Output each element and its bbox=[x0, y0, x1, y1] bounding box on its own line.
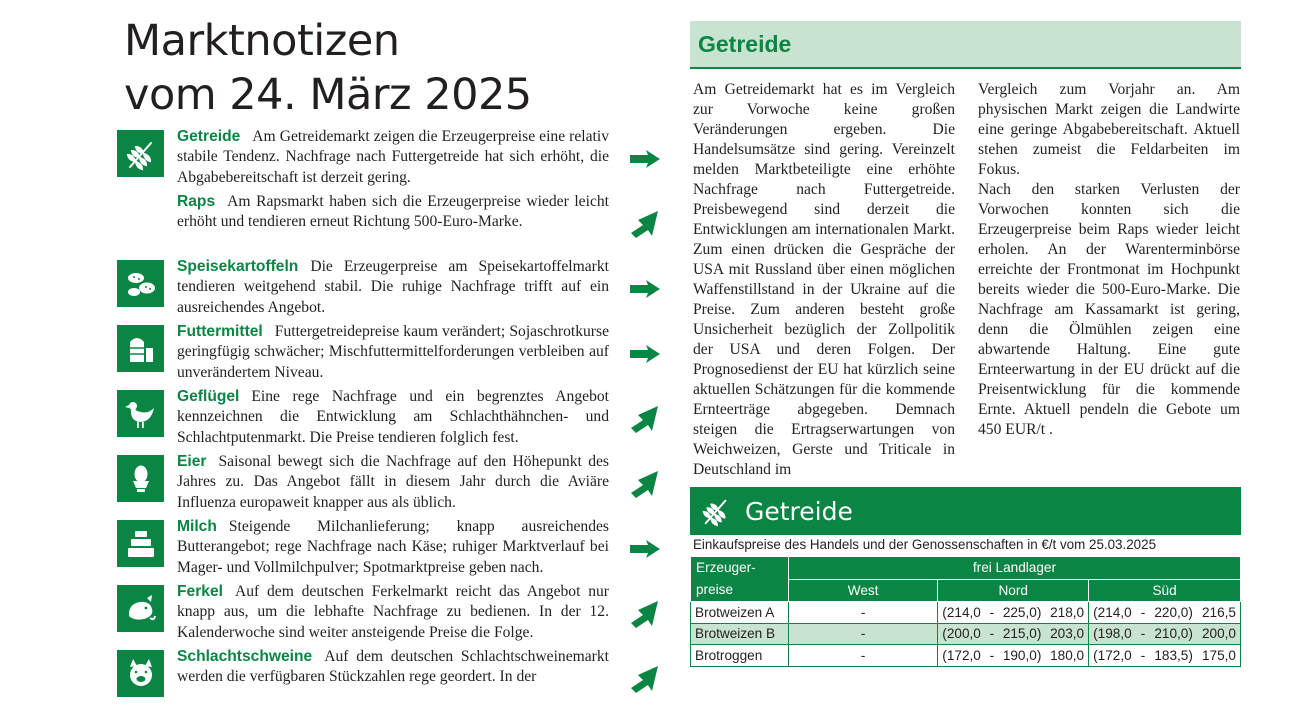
header-nord: Nord bbox=[938, 579, 1089, 602]
cell-product: Brotroggen bbox=[691, 645, 789, 667]
notice-body: Futtergetreidepreise kaum verändert; Sojaschrotkurse geringfügig schwächer; Mischfuttermittelforderungen verbleiben auf unverändertem Niveau. bbox=[177, 323, 609, 381]
notice-body: Steigende Milchanlieferung; knapp ausreichendes Butterangebot; rege Nachfrage nach Käse; ruhiger Marktverlauf bei Mager- und Vollmilchpulver; Spotmarktpreise geben nach. bbox=[177, 518, 609, 576]
table-row bbox=[691, 623, 1241, 645]
page-title bbox=[124, 14, 644, 122]
title-line-1: Marktnotizen bbox=[124, 16, 400, 66]
cell-nord: (200,0 - 215,0) 203,0 bbox=[938, 623, 1089, 645]
cell-sued: (172,0 - 183,5) 175,0 bbox=[1089, 645, 1241, 667]
article-column-1 bbox=[693, 80, 955, 480]
notice-milch bbox=[117, 517, 662, 582]
notice-eier bbox=[117, 452, 662, 517]
trend-steady-arrow-icon bbox=[628, 143, 662, 175]
notice-text bbox=[177, 647, 609, 688]
article-column-2 bbox=[978, 80, 1240, 440]
trend-up-arrow-icon bbox=[628, 663, 662, 695]
potato-icon bbox=[117, 260, 164, 307]
pig-icon bbox=[117, 650, 164, 697]
chicken-icon bbox=[117, 390, 164, 437]
article-paragraph: Vergleich zum Vorjahr an. Am physischen Markt zeigen die Landwirte eine geringe Abgabebereitschaft. Aktuell stehen zumeist die Feldarbeiten im Fokus. bbox=[978, 81, 1240, 178]
trend-steady-arrow-icon bbox=[628, 273, 662, 305]
section-title: Getreide bbox=[698, 31, 792, 57]
notice-raps bbox=[117, 192, 662, 257]
notice-text bbox=[177, 257, 609, 318]
wheat-icon bbox=[700, 495, 732, 527]
trend-up-arrow-icon bbox=[628, 598, 662, 630]
notice-heading: Schlachtschweine bbox=[177, 648, 313, 665]
trend-up-arrow-icon bbox=[628, 208, 662, 240]
notice-getreide bbox=[117, 127, 662, 192]
notice-text bbox=[177, 127, 609, 188]
article-paragraph: Am Getreidemarkt hat es im Vergleich zur Vorwoche keine großen Veränderungen ergeben. Die Handelsumsätze sind gering. Vereinzelt melden Marktbeteiligte eine erhöhte Nachfrage nach Futtergetreide. Preisbewegend sind derzeit die Entwicklungen am internationalen Markt. Zum einen drücken die Gespräche der USA mit Russland über einen möglichen Waffenstillstand in der Ukraine auf die Preise. Zum anderen besteht große Unsicherheit bezüglich der Zollpolitik der USA und deren Folgen. Der Prognosedienst der EU hat kürzlich seine aktuellen Schätzungen für die kommende Ernteerträge abgegeben. Demnach steigen die Ertragserwartungen von Weichweizen, Gerste und Triticale in Deutschland im bbox=[693, 81, 955, 478]
notice-heading: Speisekartoffeln bbox=[177, 258, 299, 275]
price-table-header bbox=[690, 487, 1241, 535]
cell-west: - bbox=[788, 602, 937, 624]
notice-body: Auf dem deutschen Ferkelmarkt reicht das Angebot nur knapp aus, um die lebhafte Nachfrage zu bedienen. In der 12. Kalenderwoche sind weiter ansteigende Preise die Folge. bbox=[177, 583, 609, 641]
table-row bbox=[691, 602, 1241, 624]
notice-body: Saisonal bewegt sich die Nachfrage auf den Höhepunkt des Jahres zu. Das Angebot fällt in diesem Jahr durch die Aviäre Influenza europaweit knapper aus als üblich. bbox=[177, 453, 609, 511]
section-header bbox=[690, 21, 1241, 69]
notice-heading: Eier bbox=[177, 453, 207, 470]
price-table-caption: Einkaufspreise des Handels und der Genossenschaften in €/t vom 25.03.2025 bbox=[693, 537, 1157, 552]
notice-text bbox=[177, 192, 609, 233]
notice-heading: Getreide bbox=[177, 128, 241, 145]
notice-text bbox=[177, 517, 609, 578]
header-frei-landlager: frei Landlager bbox=[788, 557, 1240, 580]
wheat-icon bbox=[117, 130, 164, 177]
notice-ferkel bbox=[117, 582, 662, 647]
cell-sued: (198,0 - 210,0) 200,0 bbox=[1089, 623, 1241, 645]
article-paragraph: Nach den starken Verlusten der Vorwochen konnten sich die Erzeugerpreise beim Raps wieder leicht erholen. An der Warenterminbörse erreichte der Frontmonat im Hochpunkt bereits wieder die 500-Euro-Marke. Die Nachfrage am Kassamarkt ist gering, denn die Ölmühlen zeigen eine abwartende Haltung. Eine gute Ernteerwartung in der EU drückt auf die Preisentwicklung für die kommende Ernte. Aktuell pendeln die Gebote um 450 EUR/t . bbox=[978, 181, 1240, 438]
market-notices-list bbox=[117, 127, 662, 712]
notice-heading: Futtermittel bbox=[177, 323, 263, 340]
piglet-icon bbox=[117, 585, 164, 632]
notice-heading: Ferkel bbox=[177, 583, 223, 600]
notice-body: Auf dem deutschen Schlachtschweinemarkt werden die verfügbaren Stückzahlen rege geordert. In der bbox=[177, 648, 609, 686]
cell-sued: (214,0 - 220,0) 216,5 bbox=[1089, 602, 1241, 624]
header-product: Erzeuger- preise bbox=[691, 557, 789, 602]
cell-west: - bbox=[788, 623, 937, 645]
notice-text bbox=[177, 387, 609, 448]
notice-heading: Geflügel bbox=[177, 388, 240, 405]
trend-steady-arrow-icon bbox=[628, 533, 662, 565]
title-line-2: vom 24. März 2025 bbox=[124, 70, 532, 120]
cell-west: - bbox=[788, 645, 937, 667]
notice-body: Am Getreidemarkt zeigen die Erzeugerpreise eine relativ stabile Tendenz. Nachfrage nach Futtergetreide hat sich erhöht, die Abgabebereitschaft ist derzeit gering. bbox=[177, 128, 609, 186]
feed-silo-icon bbox=[117, 325, 164, 372]
notice-heading: Raps bbox=[177, 193, 216, 210]
header-west: West bbox=[788, 579, 937, 602]
butter-icon bbox=[117, 520, 164, 567]
header-sued: Süd bbox=[1089, 579, 1241, 602]
notice-heading: Milch bbox=[177, 518, 217, 535]
notice-schlachtschweine bbox=[117, 647, 662, 712]
cell-nord: (172,0 - 190,0) 180,0 bbox=[938, 645, 1089, 667]
notice-body: Eine rege Nachfrage und ein begrenztes Angebot kennzeichnen die Entwicklung am Schlachthähnchen- und Schlachtputenmarkt. Die Preise tendieren folglich fest. bbox=[177, 388, 609, 446]
cell-nord: (214,0 - 225,0) 218,0 bbox=[938, 602, 1089, 624]
notice-gefluegel bbox=[117, 387, 662, 452]
notice-body: Am Rapsmarkt haben sich die Erzeugerpreise wieder leicht erhöht und tendieren erneut Richtung 500-Euro-Marke. bbox=[177, 193, 609, 231]
egg-icon bbox=[117, 455, 164, 502]
trend-up-arrow-icon bbox=[628, 403, 662, 435]
notice-text bbox=[177, 322, 609, 383]
notice-text bbox=[177, 452, 609, 513]
notice-speisekartoffeln bbox=[117, 257, 662, 322]
price-table bbox=[690, 556, 1241, 667]
cell-product: Brotweizen B bbox=[691, 623, 789, 645]
table-row bbox=[691, 645, 1241, 667]
notice-body: Die Erzeugerpreise am Speisekartoffelmarkt tendieren weitgehend stabil. Die ruhige Nachfrage trifft auf ein ausreichendes Angebot. bbox=[177, 258, 609, 316]
trend-steady-arrow-icon bbox=[628, 338, 662, 370]
notice-text bbox=[177, 582, 609, 643]
notice-futtermittel bbox=[117, 322, 662, 387]
cell-product: Brotweizen A bbox=[691, 602, 789, 624]
trend-up-arrow-icon bbox=[628, 468, 662, 500]
price-table-title: Getreide bbox=[745, 497, 853, 526]
